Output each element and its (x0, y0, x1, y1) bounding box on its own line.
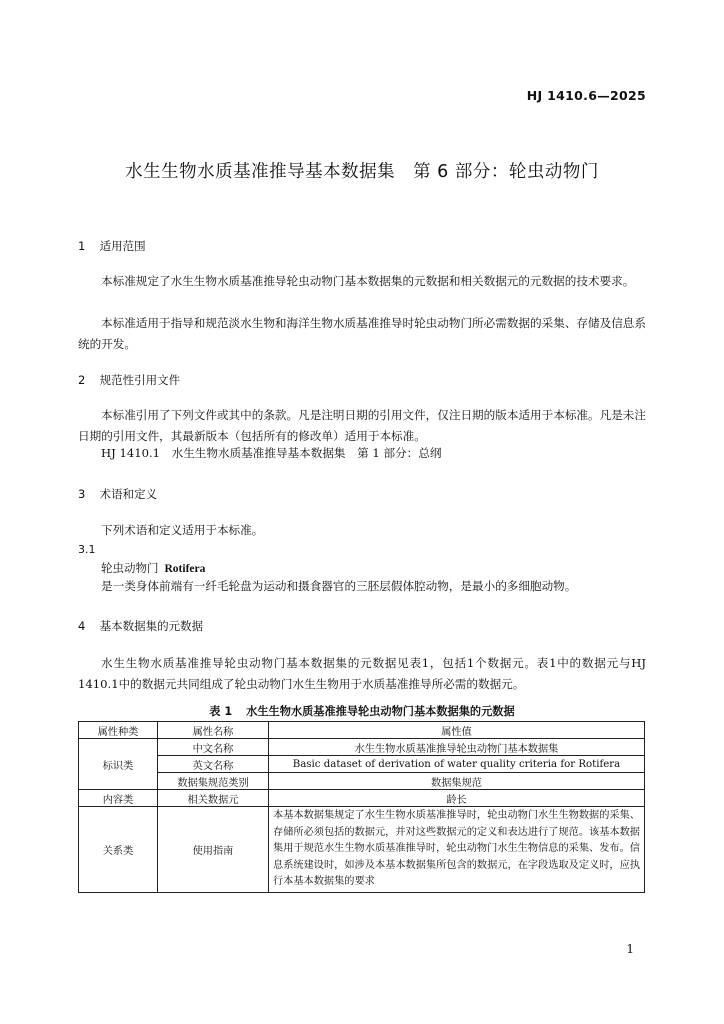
section-number: 3 (78, 487, 86, 501)
section-4-heading (78, 618, 203, 634)
attribute-value-cell: 本基本数据集规定了水生生物水质基准推导时，轮虫动物门水生生物数据的采集、存储所必须包括的数据元，并对这些数据元的定义和表达进行了规范。该基本数据集用于规范水生生物水质基准推导时，轮虫动物门水生生物信息的采集、发布。信息系统建设时，如涉及本基本数据集所包含的数据元，在字段选取及定义时，应执行本基本数据集的要求 (269, 807, 645, 893)
section-number: 2 (78, 373, 86, 387)
attribute-value-cell: Basic dataset of derivation of water quality criteria for Rotifera (269, 756, 645, 773)
attribute-name-cell: 英文名称 (158, 756, 269, 773)
section-title: 规范性引用文件 (99, 373, 181, 387)
section-3-heading (78, 486, 157, 502)
attribute-name-cell: 中文名称 (158, 739, 269, 756)
term-english: Rotifera (164, 563, 206, 575)
table-row (79, 790, 645, 807)
attribute-category-cell: 内容类 (79, 790, 158, 807)
section-title: 适用范围 (99, 239, 146, 253)
table-caption-text: 水生生物水质基准推导轮虫动物门基本数据集的元数据 (246, 705, 515, 718)
attribute-name-cell: 相关数据元 (158, 790, 269, 807)
terms-intro: 下列术语和定义适用于本标准。 (101, 523, 264, 537)
table-row (79, 756, 645, 773)
term-chinese: 轮虫动物门 (101, 561, 159, 575)
attribute-category-cell: 关系类 (79, 807, 158, 893)
section-title: 基本数据集的元数据 (99, 619, 204, 633)
table-caption-label: 表 1 (209, 705, 233, 718)
page-number: 1 (626, 942, 634, 956)
section-2-paragraph-1: 本标准引用了下列文件或其中的条款。凡是注明日期的引用文件，仅注日期的版本适用于本标准。凡是未注日期的引用文件，其最新版本（包括所有的修改单）适用于本标准。 (78, 408, 646, 443)
table-row (79, 739, 645, 756)
attribute-value-cell: 水生生物水质基准推导轮虫动物门基本数据集 (269, 739, 645, 756)
attribute-name-cell: 数据集规范类别 (158, 773, 269, 790)
term-definition: 是一类身体前端有一纤毛轮盘为运动和摄食器官的三胚层假体腔动物，是最小的多细胞动物。 (101, 579, 577, 593)
column-header: 属性值 (269, 722, 645, 739)
attribute-category-cell: 标识类 (79, 739, 158, 790)
section-4-paragraph-1: 水生生物水质基准推导轮虫动物门基本数据集的元数据见表1，包括1个数据元。表1中的数据元与HJ 1410.1中的数据元共同组成了轮虫动物门水生生物用于水质基准推导所必需的数据元。 (78, 656, 646, 691)
column-header: 属性种类 (79, 722, 158, 739)
section-1-paragraph-1: 本标准规定了水生生物水质基准推导轮虫动物门基本数据集的元数据和相关数据元的元数据的技术要求。 (101, 274, 635, 288)
section-title: 术语和定义 (99, 487, 158, 501)
section-1-paragraph-2: 本标准适用于指导和规范淡水生物和海洋生物水质基准推导时轮虫动物门所必需数据的采集、存储及信息系统的开发。 (78, 316, 646, 351)
column-header: 属性名称 (158, 722, 269, 739)
table-row (79, 773, 645, 790)
section-2-heading (78, 372, 180, 388)
term-number: 3.1 (78, 543, 96, 556)
table-header-row (79, 722, 645, 739)
attribute-value-cell: 数据集规范 (269, 773, 645, 790)
term-name (101, 560, 205, 576)
section-number: 1 (78, 239, 86, 253)
document-title: 水生生物水质基准推导基本数据集 第 6 部分：轮虫动物门 (125, 162, 599, 182)
attribute-value-cell: 龄长 (269, 790, 645, 807)
attribute-name-cell: 使用指南 (158, 807, 269, 893)
section-1-heading (78, 238, 146, 254)
table-row (79, 807, 645, 893)
standard-number: HJ 1410.6—2025 (526, 88, 646, 103)
section-number: 4 (78, 619, 86, 633)
metadata-table (78, 721, 645, 893)
table-caption (0, 703, 724, 719)
normative-reference: HJ 1410.1 水生生物水质基准推导基本数据集 第 1 部分：总纲 (101, 446, 442, 460)
